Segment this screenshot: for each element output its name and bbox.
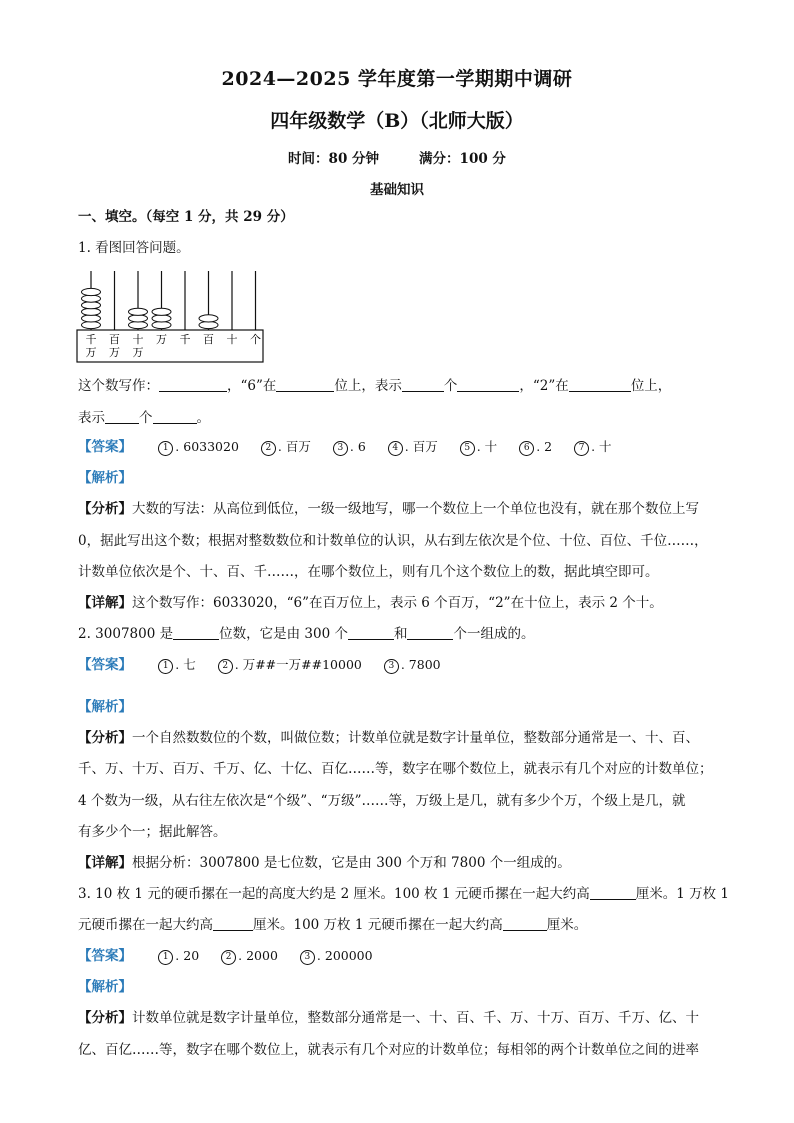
q1-blank-1[interactable] bbox=[159, 376, 227, 392]
detail-text: 根据分析：3007800 是七位数，它是由 300 个万和 7800 个一组成的。 bbox=[132, 855, 571, 871]
answer-number-badge: 2 bbox=[221, 950, 236, 965]
q3-text: 元硬币摞在一起大约高 bbox=[78, 917, 213, 933]
abacus-place-label: 十 bbox=[132, 333, 144, 346]
analysis-label: 【分析】 bbox=[78, 730, 132, 746]
q2-jiexi: 【解析】 bbox=[78, 699, 132, 715]
abacus-bead bbox=[129, 308, 148, 315]
q1-answer-3 bbox=[333, 437, 366, 457]
analysis-text: 一个自然数数位的个数，叫做位数；计数单位就是数字计量单位，整数部分通常是一、十、百、 bbox=[132, 730, 699, 746]
q2-answers bbox=[136, 657, 440, 673]
answer-text: . 20 bbox=[175, 948, 200, 963]
q1-analysis-line2: 0，据此写出这个数；根据对整数数位和计数单位的认识，从右到左依次是个位、十位、百位、千位……， bbox=[78, 533, 708, 549]
q1-text: 表示 bbox=[78, 410, 105, 426]
q1-answer-6 bbox=[519, 437, 552, 457]
abacus-place-label: 千 bbox=[85, 333, 97, 346]
q2-blank-3[interactable] bbox=[407, 624, 453, 640]
answer-text: . 2000 bbox=[238, 948, 278, 963]
abacus-figure bbox=[76, 268, 266, 364]
q3-answer-1 bbox=[158, 946, 199, 966]
answer-text: . 百万 bbox=[277, 439, 311, 454]
q2-text: 个一组成的。 bbox=[453, 626, 535, 642]
abacus-place-label: 百 bbox=[203, 333, 214, 346]
q1-blank-5[interactable] bbox=[569, 376, 631, 392]
q1-text: 位上，表示 bbox=[334, 378, 402, 394]
abacus-place-label: 百 bbox=[109, 333, 120, 346]
q1-text: 个 bbox=[139, 410, 153, 426]
q1-answer-2 bbox=[261, 437, 311, 457]
answer-label: 【答案】 bbox=[78, 948, 132, 964]
answer-text: . 6033020 bbox=[175, 439, 239, 454]
exam-score: 满分：100 分 bbox=[419, 151, 506, 167]
answer-text: . 十 bbox=[591, 439, 612, 454]
q1-text: 这个数写作： bbox=[78, 378, 159, 394]
answer-number-badge: 6 bbox=[519, 441, 534, 456]
answer-number-badge: 2 bbox=[261, 441, 276, 456]
q1-answer-1 bbox=[158, 437, 239, 457]
q3-blank-1[interactable] bbox=[590, 884, 636, 900]
abacus-place-label: 千 bbox=[179, 333, 191, 346]
analysis-text: 大数的写法：从高位到低位，一级一级地写，哪一个数位上一个单位也没有，就在那个数位上写 bbox=[132, 501, 699, 517]
section-title: 基础知识 bbox=[370, 182, 424, 198]
q1-jiexi: 【解析】 bbox=[78, 470, 132, 486]
q1-detail bbox=[78, 593, 720, 613]
q2-analysis-line2: 千、万、十万、百万、千万、亿、十亿、百亿……等，数字在哪个数位上，就表示有几个对应的计数单位； bbox=[78, 761, 713, 777]
answer-text: . 万##一万##10000 bbox=[234, 657, 362, 672]
answer-number-badge: 4 bbox=[388, 441, 403, 456]
q2-question bbox=[78, 624, 720, 644]
q1-blank-6[interactable] bbox=[105, 408, 139, 424]
q1-text: 位上， bbox=[630, 378, 672, 394]
q2-analysis-line4: 有多少个一；据此解答。 bbox=[78, 824, 227, 840]
q1-analysis-line3: 计数单位依次是个、十、百、千……，在哪个数位上，则有几个这个数位上的数，据此填空即可。 bbox=[78, 564, 659, 580]
answer-number-badge: 7 bbox=[574, 441, 589, 456]
q1-answers bbox=[136, 439, 611, 455]
q1-answer-7 bbox=[574, 437, 611, 457]
q3-analysis-line1 bbox=[78, 1008, 720, 1028]
q1-text: 个 bbox=[443, 378, 458, 394]
answer-number-badge: 1 bbox=[158, 441, 173, 456]
abacus-place-label: 十 bbox=[226, 333, 238, 346]
q1-text: ，“6”在 bbox=[227, 378, 277, 394]
exam-subtitle: 四年级数学（B）（北师大版） bbox=[270, 110, 524, 132]
exam-time: 时间：80 分钟 bbox=[288, 151, 380, 167]
q3-question-line2 bbox=[78, 915, 720, 935]
detail-text: 这个数写作：6033020，“6”在百万位上，表示 6 个百万，“2”在十位上，表示 2 个十。 bbox=[132, 595, 663, 611]
q1-title: 1. 看图回答问题。 bbox=[78, 240, 190, 256]
abacus-place-label: 万 bbox=[109, 346, 120, 359]
q3-text: 3. 10 枚 1 元的硬币摞在一起的高度大约是 2 厘米。100 枚 1 元硬币摞在一起大约高 bbox=[78, 886, 590, 902]
q1-analysis-line1 bbox=[78, 499, 720, 519]
abacus-place-label: 万 bbox=[156, 333, 167, 346]
q2-text: 2. 3007800 是 bbox=[78, 626, 174, 642]
q1-blank-4[interactable] bbox=[457, 376, 519, 392]
answer-text: . 7800 bbox=[400, 657, 441, 672]
q2-detail bbox=[78, 853, 720, 873]
abacus-rods bbox=[82, 271, 256, 330]
q2-text: 和 bbox=[393, 626, 408, 642]
abacus-bead bbox=[152, 308, 171, 315]
q3-blank-3[interactable] bbox=[503, 915, 547, 931]
q1-answer-4 bbox=[388, 437, 438, 457]
analysis-text: 计数单位就是数字计量单位，整数部分通常是一、十、百、千、万、十万、百万、千万、亿、十 bbox=[132, 1010, 699, 1026]
q2-answer-3 bbox=[384, 655, 441, 675]
detail-label: 【详解】 bbox=[78, 595, 132, 611]
q3-text: 厘米。 bbox=[546, 917, 588, 933]
q1-blank-7[interactable] bbox=[153, 408, 197, 424]
q1-blank-2[interactable] bbox=[276, 376, 334, 392]
q1-text: ，“2”在 bbox=[519, 378, 569, 394]
answer-text: . 百万 bbox=[404, 439, 438, 454]
q1-question-line1 bbox=[78, 376, 720, 396]
q3-jiexi: 【解析】 bbox=[78, 979, 132, 995]
q1-text: 。 bbox=[196, 410, 210, 426]
q3-blank-2[interactable] bbox=[213, 915, 253, 931]
answer-number-badge: 3 bbox=[300, 950, 315, 965]
answer-number-badge: 1 bbox=[158, 659, 173, 674]
q3-analysis-line2: 亿、百亿……等，数字在哪个数位上，就表示有几个对应的计数单位；每相邻的两个计数单位之间的进率 bbox=[78, 1042, 699, 1058]
exam-meta bbox=[0, 147, 794, 167]
abacus-place-label: 个 bbox=[250, 333, 261, 346]
q2-text: 位数，它是由 300 个 bbox=[219, 626, 348, 642]
q2-answer-line bbox=[78, 655, 720, 675]
answer-number-badge: 5 bbox=[460, 441, 475, 456]
answer-number-badge: 3 bbox=[384, 659, 399, 674]
abacus-place-label: 万 bbox=[85, 346, 97, 359]
answer-number-badge: 2 bbox=[218, 659, 233, 674]
q3-question-line1 bbox=[78, 884, 729, 904]
q3-text: 厘米。1 万枚 1 bbox=[635, 886, 729, 902]
q3-text: 厘米。100 万枚 1 元硬币摞在一起大约高 bbox=[253, 917, 503, 933]
q1-question-line2 bbox=[78, 408, 720, 428]
analysis-label: 【分析】 bbox=[78, 1010, 132, 1026]
detail-label: 【详解】 bbox=[78, 855, 132, 871]
answer-text: . 200000 bbox=[316, 948, 373, 963]
analysis-label: 【分析】 bbox=[78, 501, 132, 517]
answer-text: . 6 bbox=[349, 439, 366, 454]
q1-answer-line bbox=[78, 437, 720, 457]
part1-heading: 一、填空。（每空 1 分，共 29 分） bbox=[78, 209, 294, 225]
q3-answers bbox=[136, 948, 372, 964]
answer-label: 【答案】 bbox=[78, 657, 132, 673]
answer-number-badge: 3 bbox=[333, 441, 348, 456]
exam-title: 2024—2025 学年度第一学期期中调研 bbox=[221, 68, 573, 90]
q2-answer-2 bbox=[218, 655, 362, 675]
q3-answer-3 bbox=[300, 946, 373, 966]
q1-blank-3[interactable] bbox=[402, 376, 444, 392]
answer-text: . 2 bbox=[536, 439, 553, 454]
q3-answer-line bbox=[78, 946, 720, 966]
q3-answer-2 bbox=[221, 946, 278, 966]
answer-text: . 十 bbox=[476, 439, 498, 454]
q1-answer-5 bbox=[460, 437, 497, 457]
q2-analysis-line3: 4 个数为一级，从右往左依次是“个级”、“万级”……等，万级上是几，就有多少个万，个级上是几，就 bbox=[78, 793, 686, 809]
answer-label: 【答案】 bbox=[78, 439, 132, 455]
q2-analysis-line1 bbox=[78, 728, 720, 748]
answer-number-badge: 1 bbox=[158, 950, 173, 965]
q2-blank-1[interactable] bbox=[173, 624, 219, 640]
q2-answer-1 bbox=[158, 655, 195, 675]
answer-text: . 七 bbox=[175, 657, 196, 672]
q2-blank-2[interactable] bbox=[348, 624, 394, 640]
abacus-bead bbox=[199, 315, 218, 322]
abacus-place-label: 万 bbox=[132, 346, 144, 359]
abacus-bead bbox=[82, 288, 101, 295]
